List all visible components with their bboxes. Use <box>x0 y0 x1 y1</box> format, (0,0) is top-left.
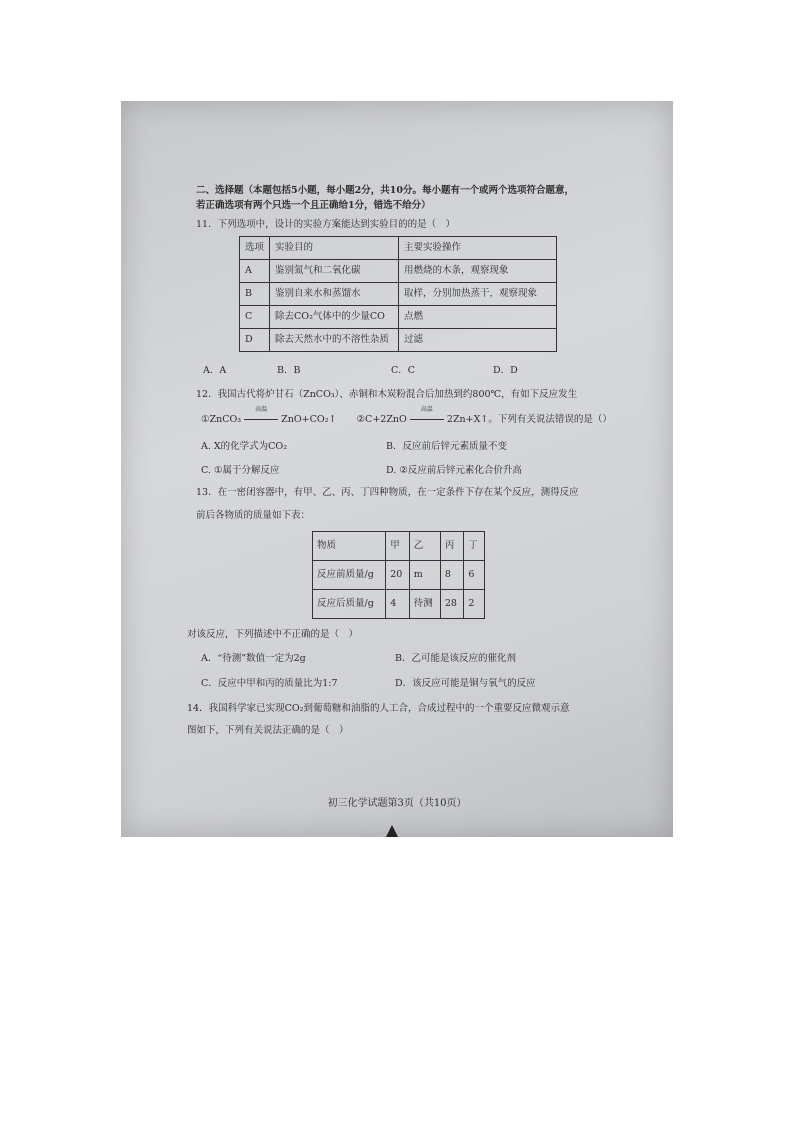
q12-eq1-left: ①ZnCO₃ <box>201 414 242 425</box>
section-heading-line2: 若正确选项有两个只选一个且正确给1分，错选不给分） <box>196 200 431 211</box>
q14-stem-line2: 图如下，下列有关说法正确的是（ ） <box>187 725 349 736</box>
table-cell: C <box>240 306 270 329</box>
table-cell: 8 <box>440 561 463 590</box>
table-cell: 鉴别自来水和蒸馏水 <box>270 283 399 306</box>
q11-option-c: C．C <box>391 365 416 376</box>
table-cell: B <box>240 283 270 306</box>
table-header-cell: 甲 <box>386 532 409 561</box>
q12-eq2-right: 2Zn+X↑。下列有关说法错误的是（） <box>446 414 612 425</box>
q13-mass-table <box>312 531 485 619</box>
table-row <box>240 306 557 329</box>
table-row <box>240 283 557 306</box>
exam-paper <box>121 101 673 837</box>
table-cell: m <box>409 561 440 590</box>
table-cell: 鉴别氮气和二氧化碳 <box>270 260 399 283</box>
table-row <box>240 329 557 352</box>
page-footer: 初三化学试题第3页（共10页） <box>327 798 467 809</box>
table-row <box>240 260 557 283</box>
table-cell: 反应后质量/g <box>313 590 386 619</box>
q12-stem: 12．我国古代将炉甘石（ZnCO₃）、赤铜和木炭粉混合后加热到约800℃，有如下反应发生 <box>196 389 578 400</box>
table-cell: 4 <box>386 590 409 619</box>
dark-corner-shadow <box>386 825 398 837</box>
table-cell: 过滤 <box>399 329 557 352</box>
q11-option-d: D．D <box>493 365 518 376</box>
q11-table <box>239 236 557 352</box>
q12-eq2-left: ②C+2ZnO <box>356 414 407 425</box>
table-cell: 待测 <box>409 590 440 619</box>
table-cell: 除去天然水中的不溶性杂质 <box>270 329 399 352</box>
table-header-cell: 物质 <box>313 532 386 561</box>
table-cell: 28 <box>440 590 463 619</box>
reaction-condition-arrow <box>410 406 444 427</box>
table-cell: 20 <box>386 561 409 590</box>
table-cell: 用燃烧的木条，观察现象 <box>399 260 557 283</box>
q13-stem-line2: 前后各物质的质量如下表： <box>196 510 311 521</box>
table-header-cell: 实验目的 <box>270 237 399 260</box>
q12-equations <box>201 406 612 427</box>
table-cell: 除去CO₂气体中的少量CO <box>270 306 399 329</box>
table-row <box>313 561 485 590</box>
table-header-row <box>313 532 485 561</box>
q12-option-d: D. ②反应前后锌元素化合价升高 <box>386 465 522 476</box>
q12-option-c: C. ①属于分解反应 <box>201 465 280 476</box>
table-cell: D <box>240 329 270 352</box>
table-header-cell: 丙 <box>440 532 463 561</box>
q11-stem: 11．下列选项中，设计的实验方案能达到实验目的的是（ ） <box>196 219 456 230</box>
table-header-cell: 选项 <box>240 237 270 260</box>
table-cell: 取样，分别加热蒸干，观察现象 <box>399 283 557 306</box>
table-header-cell: 乙 <box>409 532 440 561</box>
q11-option-a: A．A <box>203 365 227 376</box>
table-header-cell: 丁 <box>464 532 485 561</box>
table-cell: 2 <box>464 590 485 619</box>
photo-of-exam-page <box>121 101 673 837</box>
q11-option-b: B．B <box>277 365 301 376</box>
table-cell: A <box>240 260 270 283</box>
q13-option-a: A．“待测”数值一定为2g <box>201 653 306 664</box>
table-header-row <box>240 237 557 260</box>
q12-option-b: B．反应前后锌元素质量不变 <box>386 441 507 452</box>
q13-option-d: D．该反应可能是铜与氧气的反应 <box>395 678 536 689</box>
q13-stem-line1: 13．在一密闭容器中，有甲、乙、丙、丁四种物质，在一定条件下存在某个反应，测得反应 <box>196 487 579 498</box>
table-cell: 点燃 <box>399 306 557 329</box>
q13-option-b: B．乙可能是该反应的催化剂 <box>395 653 516 664</box>
q14-stem-line1: 14．我国科学家已实现CO₂到葡萄糖和油脂的人工合，合成过程中的一个重要反应微观示意 <box>187 703 570 714</box>
q12-option-a: A. X的化学式为CO₂ <box>201 441 288 452</box>
reaction-condition-arrow <box>244 406 278 427</box>
reaction-condition-label: 高温 <box>255 406 268 413</box>
table-header-cell: 主要实验操作 <box>399 237 557 260</box>
reaction-condition-label: 高温 <box>420 406 433 413</box>
q13-question: 对该反应，下列描述中不正确的是（ ） <box>187 629 359 640</box>
table-cell: 反应前质量/g <box>313 561 386 590</box>
q13-option-c: C．反应中甲和丙的质量比为1:7 <box>201 678 338 689</box>
section-heading-line1: 二、选择题（本题包括5小题，每小题2分，共10分。每小题有一个或两个选项符合题意， <box>196 185 574 196</box>
table-cell: 6 <box>464 561 485 590</box>
q12-eq1-right: ZnO+CO₂↑ <box>281 414 337 425</box>
table-row <box>313 590 485 619</box>
